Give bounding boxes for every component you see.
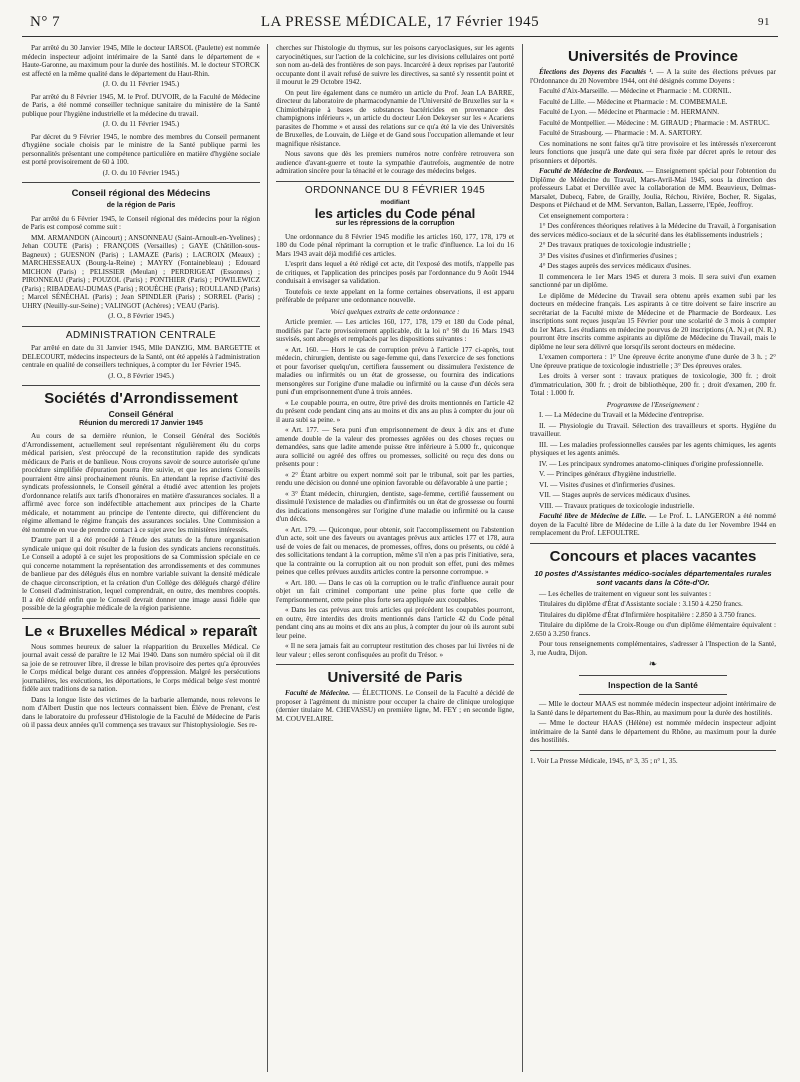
notice-text: Par décret du 9 Février 1945, le nombre des membres du Conseil permanent d'hygiène sociale choisis par le ministre de la Santé publique parmi les personnalités présentant une compétence particulière en matière d'hygiène sociale est porté provisoirement de 60 à 100. [22, 132, 260, 166]
universite-paris-body: — ÉLECTIONS. Le Conseil de la Faculté a décidé de proposer à l'agrément du ministre pour occuper la chaire de clinique urologique (dernier titulaire M. CHEVASSU) en première ligne, M. FEY ; en seconde ligne, M. COUVELAIRE. [276, 689, 514, 723]
ordonnance-text: Une ordonnance du 8 Février 1945 modifie les articles 160, 177, 178, 179 et 180 du Code pénal réprimant la corruption et le trafic d'influence. La loi du 16 Mars 1943 avait déjà modifié ces articles. [276, 232, 514, 258]
bordeaux-item: 1° Des conférences théoriques relatives à la Médecine du Travail, à l'organisation des services médico-sociaux et de la sécurité dans les établissements industriels ; [530, 222, 776, 239]
ornament-icon: ❧ [648, 659, 658, 670]
footnote: 1. Voir La Presse Médicale, 1945, n° 3, 35 ; n° 1, 35. [530, 756, 678, 765]
ordonnance-article: « Art. 179. — Quiconque, pour obtenir, soit l'accomplissement ou l'abstention d'un acte, soit une des faveurs ou avantages prévus aux articles 177 et 178, aura usé de voies de fait ou menaces, de promesses, offres, dons ou présents, ou cédé à des sollicitations tendant à la corruption, même s'il n'en a pas pris l'initiative, sera, que la contrainte ou la corruption ait ou non produit son effet, puni des mêmes peines que celles prévues auxdits articles contre la personne corrompue. » [276, 525, 514, 576]
conseil-heading: Conseil régional des Médecins [71, 188, 211, 199]
societes-subheading: Conseil Général [108, 409, 174, 419]
bruxelles-text: Nous sommes heureux de saluer la réapparition du Bruxelles Médical. Ce journal avait cessé de paraître le 12 Mai 1940. Dans son numéro spécial où il dit sa joie de se retrouver libre, il dresse le bilan provisoire des pertes qu'a éprouvées le Corps médical belge durant ces années d'oppression. Malgré les persécutions journalières, les exécutions, les déportations, le Corps médical belge s'est montré fidèle aux traditions de sa nation. [22, 642, 260, 693]
ordonnance-article: « 3° Étant médecin, chirurgien, dentiste, sage-femme, certifié faussement ou dissimulé l'existence de maladies ou d'infirmités ou un état de grossesse ou fourni des indications mensongères sur l'origine d'une maladie ou infirmité ou la cause d'un décès. [276, 489, 514, 523]
conseil-text: Par arrêté du 6 Février 1945, le Conseil régional des médecins pour la région de Paris est composé comme suit : [22, 214, 260, 231]
programme-item: V. — Principes généraux d'hygiène industrielle. [539, 470, 677, 478]
bordeaux-lead: Faculté de Médecine de Bordeaux. [539, 167, 644, 175]
ordonnance-article: « Il ne sera jamais fait au corrupteur restitution des choses par lui livrées ni de leur valeur ; elles seront confisquées au profit du Trésor. » [276, 642, 514, 659]
lille-lead: Faculté libre de Médecine de Lille. [539, 512, 647, 520]
inspection-heading: Inspection de la Santé [608, 679, 698, 690]
notice-source: (J. O. du 11 Février 1945.) [102, 80, 180, 88]
bordeaux-item: 2° Des travaux pratiques de toxicologie industrielle ; [539, 241, 691, 249]
ordonnance-extracts-label: Voici quelques extraits de cette ordonnance : [330, 307, 460, 316]
section-divider [276, 181, 514, 182]
concours-text: Titulaires du diplôme d'État d'Infirmière hospitalière : 2.850 à 3.750 francs. [539, 610, 756, 619]
programme-item: IV. — Les principaux syndromes anatomo-cliniques d'origine professionnelle. [539, 459, 764, 468]
section-divider [530, 543, 776, 544]
programme-item: I. — La Médecine du Travail et la Médecine d'entreprise. [539, 411, 704, 419]
societes-text: Au cours de sa dernière réunion, le Conseil Général des Sociétés d'Arrondissement, actuellement seul représentant régulièrement élu du corps médical parisien, s'est préoccupé de la reconstitution rapide des syndicats médicaux de Paris et de banlieue. Nous croyons savoir de source autorisée qu'une procédure simplifiée d'épuration pourra être suivie, et que les anciens Conseils pourraient être ainsi prochainement réunis. En attendant la reprise d'activité des syndicats professionnels, le Conseil général a étudié avec attention les projets d'ordonnance relatifs aux tarifs d'honoraires en matière d'assurances sociales. Il a affirmé avec force son indéfectible attachement aux principes de la Charte médicale, et notamment au principe de l'entente directe, qui différencient du régime allemand le régime français des assurances sociales. Une Commission a été nommée en vue de prendre contact à ce sujet avec les ministères intéressés. [22, 432, 260, 534]
programme-item: VII. — Stages auprès de services médicaux d'usines. [539, 491, 691, 499]
province-elections-lead: Élections des Doyens des Facultés ¹. [539, 68, 654, 76]
section-divider [22, 618, 260, 619]
ordonnance-article: « Art. 180. — Dans le cas où la corruption ou le trafic d'influence aurait pour objet un fait criminel comportant une peine plus forte que celle de l'emprisonnement, cette peine plus forte sera appliquée aux coupables. [276, 578, 514, 604]
programme-item: II. — Physiologie du Travail. Sélection des travailleurs et sports. Hygiène du travailleur. [530, 421, 776, 438]
conseil-source: (J. O., 8 Février 1945.) [108, 312, 174, 320]
inspection-text: — Mlle le docteur MAAS est nommée médecin inspecteur adjoint intérimaire de la Santé dans le département du Bas-Rhin, au maximum pour la durée des hostilités. [530, 700, 776, 717]
bordeaux-text: L'examen comportera : 1° Une épreuve écrite anonyme d'une durée de 3 h. ; 2° Une épreuve pratique de toxicologie industrielle ; 3° Des épreuves orales. [530, 353, 776, 370]
doyen-item: Faculté d'Aix-Marseille. — Médecine et Pharmacie : M. CORNIL. [539, 87, 732, 95]
ordonnance-heading: les articles du Code pénal [314, 205, 476, 221]
inspection-text: — Mme le docteur HAAS (Hélène) est nommée médecin inspecteur adjoint intérimaire de la Santé dans le département du Rhône, au maximum pour la durée des hostilités. [530, 719, 776, 744]
province-elections-text [530, 68, 776, 85]
universite-paris-lead: Faculté de Médecine. [285, 689, 350, 697]
column-middle [276, 44, 514, 1074]
lille-body: — Le Prof. L. LANGERON a été nommé doyen de la Faculté libre de Médecine de Lille à la date du 1er Novembre 1944 en remplacement du Prof. LEFOULTRE. [530, 512, 776, 537]
universite-paris-text [276, 689, 514, 723]
footnote-divider [530, 750, 776, 751]
province-text: Ces nominations ne sont faites qu'à titre provisoire et les intéressés n'exerceront leurs fonctions que jusqu'à une date qui sera fixée par décret après le retour des prisonniers et déportés. [530, 139, 776, 165]
ordonnance-subheading: sur les répressions de la corruption [335, 220, 455, 227]
lille-text [530, 512, 776, 538]
notice-source: (J. O. du 10 Février 1945.) [102, 168, 180, 177]
bordeaux-text: Cet enseignement comportera : [539, 211, 629, 220]
column-right [530, 44, 776, 1074]
issue-number: N° 7 [30, 14, 61, 30]
programme-item: III. — Les maladies professionnelles causées par les agents chimiques, les agents physiques et les agents animés. [530, 440, 776, 457]
notice-source: (J. O. du 11 Février 1945.) [102, 120, 180, 128]
programme-item: VIII. — Travaux pratiques de toxicologie industrielle. [539, 501, 695, 510]
admin-text: Par arrêté en date du 31 Janvier 1945, Mlle DANZIG, MM. BARGETTE et DELECOURT, médecins inspecteurs de la Santé, ont été appelés à l'administration centrale en qualité de conseillers techniques, à compter du 1er Février 1945. [22, 344, 260, 369]
ordonnance-text: Toutefois ce texte appelant en la forme certaines observations, il est apparu préférable de préparer une ordonnance nouvelle. [276, 287, 514, 304]
admin-heading: ADMINISTRATION CENTRALE [65, 329, 217, 341]
bordeaux-text: Les droits à verser sont : travaux pratiques de toxicologie, 300 fr. ; droit d'immatriculation, 300 fr. ; droit de bibliothèque, 200 fr. ; droit d'examen, 200 fr. Total : 1.000 fr. [530, 372, 776, 397]
bruxelles-heading: Le « Bruxelles Médical » reparaît [24, 622, 258, 640]
universite-paris-heading: Université de Paris [327, 669, 463, 686]
bordeaux-text: Il commencera le 1er Mars 1945 et durera 3 mois. Il sera suivi d'un examen sanctionné par un diplôme. [530, 272, 776, 289]
section-divider [22, 385, 260, 386]
conseil-members: MM. ARMANDON (Aincourt) ; ANSONNEAU (Saint-Arnoult-en-Yvelines) ; Jehan COUTE (Paris) ; FRANÇOIS (Versailles) ; GAYE (Châtillon-sous-Bagneux) ; GUESNON (Paris) ; LAMAZE (Paris) ; LACROIX (Meaux) ; MARCHESSEAUX (Bourg-la-Reine) ; MAYRY (Fontainebleau) ; Edouard MICHON (Paris) ; PELISSIER (Meulan) ; PERDRIGEAT (Essonnes) ; PIRONNEAU (Paris) ; POUZOL (Paris) ; PONTHIER (Paris) ; POWILEWICZ (Paris) ; RIBADEAU-DUMAS (Paris) ; ROUÈCHE (Paris) ; ROULLAND (Paris) ; Marcel SÉNÉCHAL (Paris) ; Jean SPINDLER (Paris) ; SORREL (Paris) ; UHRY (Neuilly-sur-Seine) ; VALINGOT (Achères) ; VEAU (Paris). [22, 233, 260, 310]
column-divider [267, 44, 268, 1072]
ordonnance-article: « Art. 160. — Hors le cas de corruption prévu à l'article 177 ci-après, tout médecin, chirurgien, dentiste ou sage-femme qui, dans l'exercice de ses fonctions et pour favoriser quelqu'un, certifiera faussement ou dissimulera l'existence de maladies ou infirmités ou un état de grossesse, ou fournira des indications mensongères sur l'origine d'une maladie ou infirmité ou la cause d'un décès sera puni d'un emprisonnement d'une à trois années. [276, 345, 514, 396]
running-header [0, 14, 800, 38]
conseil-subheading: de la région de Paris [106, 202, 176, 209]
section-divider [22, 182, 260, 183]
notice-text: Par arrêté du 8 Février 1945, M. le Prof. DUVOIR, de la Faculté de Médecine de Paris, a été nommé conseiller technique sanitaire du ministère de la Santé publique pour l'hygiène industrielle et la médecine du travail. [22, 92, 260, 118]
concours-text: Titulaires du diplôme d'État d'Assistante sociale : 3.150 à 4.250 francs. [539, 600, 743, 608]
ordonnance-kicker-small: modifiant [380, 199, 410, 206]
province-elections-body: — A la suite des élections prévues par l'Ordonnance du 20 Novembre 1944, ont été désignés comme Doyens : [530, 68, 776, 85]
doyen-item: Faculté de Montpellier. — Médecine : M. GIRAUD ; Pharmacie : M. ASTRUC. [539, 118, 770, 127]
bordeaux-item: 3° Des visites d'usines et d'infirmeries d'usines ; [539, 251, 677, 260]
societes-heading: Sociétés d'Arrondissement [44, 390, 238, 407]
bordeaux-text [530, 167, 776, 210]
doyen-item: Faculté de Lille. — Médecine et Pharmacie : M. COMBEMALE. [539, 97, 728, 106]
concours-text: — Les échelles de traitement en vigueur sont les suivantes : [539, 589, 712, 598]
bordeaux-programme-heading: Programme de l'Enseignement : [606, 400, 700, 409]
journal-title: LA PRESSE MÉDICALE, 17 Février 1945 [260, 14, 540, 30]
section-divider [579, 675, 727, 676]
concours-text: Titulaire du diplôme de la Croix-Rouge ou d'un diplôme élémentaire équivalent : 2.650 à 3.250 francs. [530, 621, 776, 638]
universites-province-heading: Universités de Province [567, 48, 739, 65]
concours-lead: 10 postes d'Assistantes médico-sociales départementales rurales sont vacants dans la Côte-d'Or. [534, 568, 772, 587]
column-divider [522, 44, 523, 1072]
ordonnance-kicker: ORDONNANCE DU 8 FÉVRIER 1945 [304, 184, 486, 196]
bruxelles-continued-text: On peut lire également dans ce numéro un article du Prof. Jean LA BARRE, directeur du laboratoire de pharmacodynamie de l'Université de Bruxelles sur la « Chimiothérapie à bases de substances bactéricides en provenance des champignons inférieurs », un article du docteur Léon Dekeyser sur les « Acariens parasites de l'homme » et aussi des relations sur ce qu'a été la vie des Universités de Bruxelles, de Louvain, de Liège et de Gand sous l'occupation allemande et leur magnifique résistance. [276, 88, 514, 148]
doyen-item: Faculté de Strasbourg. — Pharmacie : M. A. SARTORY. [539, 129, 702, 137]
ordonnance-article: « Le coupable pourra, en outre, être privé des droits mentionnés en l'article 42 du présent code pendant cinq ans au moins et dix ans au plus à compter du jour où il aura subi sa peine. » [276, 398, 514, 424]
ordonnance-article: « Art. 177. — Sera puni d'un emprisonnement de deux à dix ans et d'une amende double de la valeur des promesses agréées ou des choses reçues ou demandées, sans que ladite amende puisse être inférieure à 5.000 fr., quiconque aura sollicité ou agréé des offres ou promesses, sollicité ou reçu des dons ou présents pour : [276, 426, 514, 468]
doyen-item: Faculté de Lyon. — Médecine et Pharmacie : M. HERMANN. [539, 108, 720, 116]
admin-source: (J. O., 8 Février 1945.) [108, 371, 174, 380]
programme-item: VI. — Visites d'usines et d'infirmeries d'usines. [539, 480, 675, 489]
section-divider [276, 664, 514, 665]
notice-text: Par arrêté du 30 Janvier 1945, Mlle le docteur IARSOL (Paulette) est nommée médecin inspecteur adjoint intérimaire de la Santé dans le département de « Haute-Garonne, au maximum pour la durée des hostilités. M. le docteur STORCK est affecté en la même qualité dans le département du Haut-Rhin. [22, 44, 260, 78]
ordonnance-text: Article premier. — Les articles 160, 177, 178, 179 et 180 du Code pénal, modifiés par l'acte provisoirement applicable, dit la loi n° 98 du 16 Mars 1943 susvisés, sont abrogés et remplacés par les dispositions suivantes : [276, 318, 514, 343]
header-rule [22, 36, 778, 37]
column-left [22, 44, 260, 1074]
concours-heading: Concours et places vacantes [549, 547, 757, 565]
bordeaux-body: — Enseignement spécial pour l'obtention du Diplôme de Médecine du Travail, Mars-Avril-Mai 1945, sous la direction des professeurs Labat et Dervillée avec la collaboration de MM. Beauvieux, Delmas-Marsalet, Dubecq, Fabre, de Grailly, Joulia, Réchou, Rivière, Bocher, R. Sigalas, Despons et Piéchaud et de MM. Servanton, Ballan, Lasserre, l'Epée, Jeoffroy. [530, 167, 776, 209]
societes-meeting-date: Réunion du mercredi 17 Janvier 1945 [79, 419, 203, 427]
ordonnance-article: « Dans les cas prévus aux trois articles qui précèdent les coupables pourront, en outre, être interdits des droits mentionnés dans l'article 42 du Code pénal pendant cinq ans au moins et dix ans au plus, à compter du jour où ils auront subi leur peine. [276, 606, 514, 640]
section-divider [579, 694, 727, 695]
section-divider [22, 326, 260, 327]
bordeaux-item: 4° Des stages auprès des services médicaux d'usines. [539, 262, 691, 270]
concours-text: Pour tous renseignements complémentaires, s'adresser à l'Inspection de la Santé, 3, rue Audra, Dijon. [530, 640, 776, 657]
page-number: 91 [758, 16, 770, 28]
societes-text: D'autre part il a été procédé à l'étude des statuts de la future organisation syndicale unique qui doit résulter de la fusion des syndicats anciens reconstitués. Le Conseil a adopté à ce sujet les propositions de sa Commission spéciale en ce qui concerne notamment la représentation des arrondissements et des communes de banlieue par des délégués élus en nombre variable suivant la densité médicale de chaque circonscription, et la création d'un Collège des délégués chargé d'élire le Conseil d'administration, lequel comprendrait, en outre, des membres cooptés. Il a été décidé enfin que le Conseil devrait donner une image aussi fidèle que possible de la géographie médicale de la région parisienne. [22, 536, 260, 612]
bordeaux-text: Le diplôme de Médecine du Travail sera obtenu après examen subi par les docteurs en médecine français. Les aspirants à ce titre doivent se faire inscrire au secrétariat de la Faculté mixte de Médecine et de Pharmacie de Bordeaux. Les inscriptions sont reçues jusqu'au 15 Février pour une scolarité de 3 mois à compter du 1er Mars. Les étudiants en médecine pourvus de 20 inscriptions (A. N.) et (N. R.) pourront être inscrits comme aspirants au diplôme de Médecine du Travail, mais le diplôme ne leur sera délivré que lorsqu'ils seront docteurs en médecine. [530, 291, 776, 351]
bruxelles-continued-text: Nous savons que dès les premiers numéros notre confrère retrouvera son audience d'avant-guerre et toute la sympathie d'autrefois, augmentée de notre admiration sincère pour la ténacité et le courage des médecins belges. [276, 150, 514, 175]
bruxelles-continued-text: cherches sur l'histologie du thymus, sur les poisons caryoclasiques, sur les agents caryocinétiques, sur l'action de la colchicine, sur les divisions cellulaires ont porté son nom au-delà des frontières de son pays. Incarcéré à deux reprises par l'autorité occupante dont il avait refusé de suivre les directives, sa santé s'y ressentit point et il mourut le 29 Octobre 1942. [276, 44, 514, 86]
ordonnance-article: « 2° Étant arbitre ou expert nommé soit par le tribunal, soit par les parties, rendu une décision ou donné une opinion favorable ou défavorable à une partie ; [276, 470, 514, 487]
bruxelles-text: Dans la longue liste des victimes de la barbarie allemande, nous relevons le nom d'Albert Dustin que nos lecteurs connaissent bien. Élève de Prenant, c'est dans le laboratoire du professeur d'Histologie de la Faculté de Médecine de Paris où il passa deux années qu'il commença ses travaux sur l'histophysiologie. Ses re- [22, 695, 260, 729]
ordonnance-text: L'esprit dans lequel a été rédigé cet acte, dit l'exposé des motifs, n'appelle pas de critiques, et l'application des principes posés par l'ordonnance du 9 Août 1944 conduisait à envisager sa validation. [276, 260, 514, 285]
